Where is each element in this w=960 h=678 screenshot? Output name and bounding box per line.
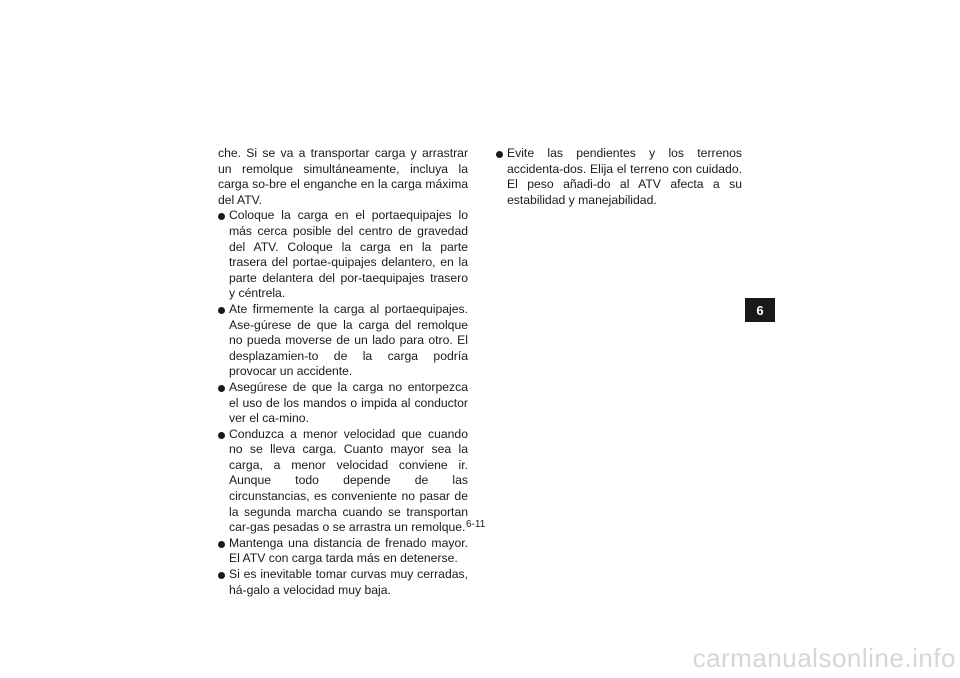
bullet-item: Ate firmemente la carga al portaequipajes. Ase-gúrese de que la carga del remolque no pueda moverse de un lado para otro. El desplazamien-to de la carga podría provocar un accidente. — [218, 302, 468, 380]
bullet-icon — [218, 432, 225, 439]
right-column — [496, 146, 742, 208]
bullet-item: Conduzca a menor velocidad que cuando no se lleva carga. Cuanto mayor sea la carga, a menor velocidad conviene ir. Aunque todo depende de las circunstancias, es conveniente no pasar de la segunda marcha cuando se transportan car-gas pesadas o se arrastra un remolque. — [218, 427, 468, 536]
bullet-icon — [496, 151, 503, 158]
left-column — [218, 146, 468, 598]
watermark: carmanualsonline.info — [692, 643, 956, 673]
bullet-icon — [218, 213, 225, 220]
page-number: 6-11 — [466, 519, 486, 530]
bullet-icon — [218, 572, 225, 579]
bullet-item: Asegúrese de que la carga no entorpezca el uso de los mandos o impida al conductor ver el ca-mino. — [218, 380, 468, 427]
bullet-icon — [218, 307, 225, 314]
continuation-paragraph: che. Si se va a transportar carga y arrastrar un remolque simultáneamente, incluya la carga so-bre el enganche en la carga máxima del ATV. — [218, 146, 468, 207]
bullet-item: Si es inevitable tomar curvas muy cerradas, há-galo a velocidad muy baja. — [218, 567, 468, 598]
chapter-tab: 6 — [745, 298, 775, 322]
bullet-item: Coloque la carga en el portaequipajes lo más cerca posible del centro de gravedad del ATV. Coloque la carga en la parte trasera del portae-quipajes delantero, en la parte delantera del por-taequipajes trasero y céntrela. — [218, 208, 468, 302]
bullet-icon — [218, 541, 225, 548]
bullet-item: Evite las pendientes y los terrenos accidenta-dos. Elija el terreno con cuidado. El peso añadi-do al ATV afecta a su estabilidad y manejabilidad. — [496, 146, 742, 208]
bullet-icon — [218, 385, 225, 392]
bullet-item: Mantenga una distancia de frenado mayor. El ATV con carga tarda más en detenerse. — [218, 536, 468, 567]
